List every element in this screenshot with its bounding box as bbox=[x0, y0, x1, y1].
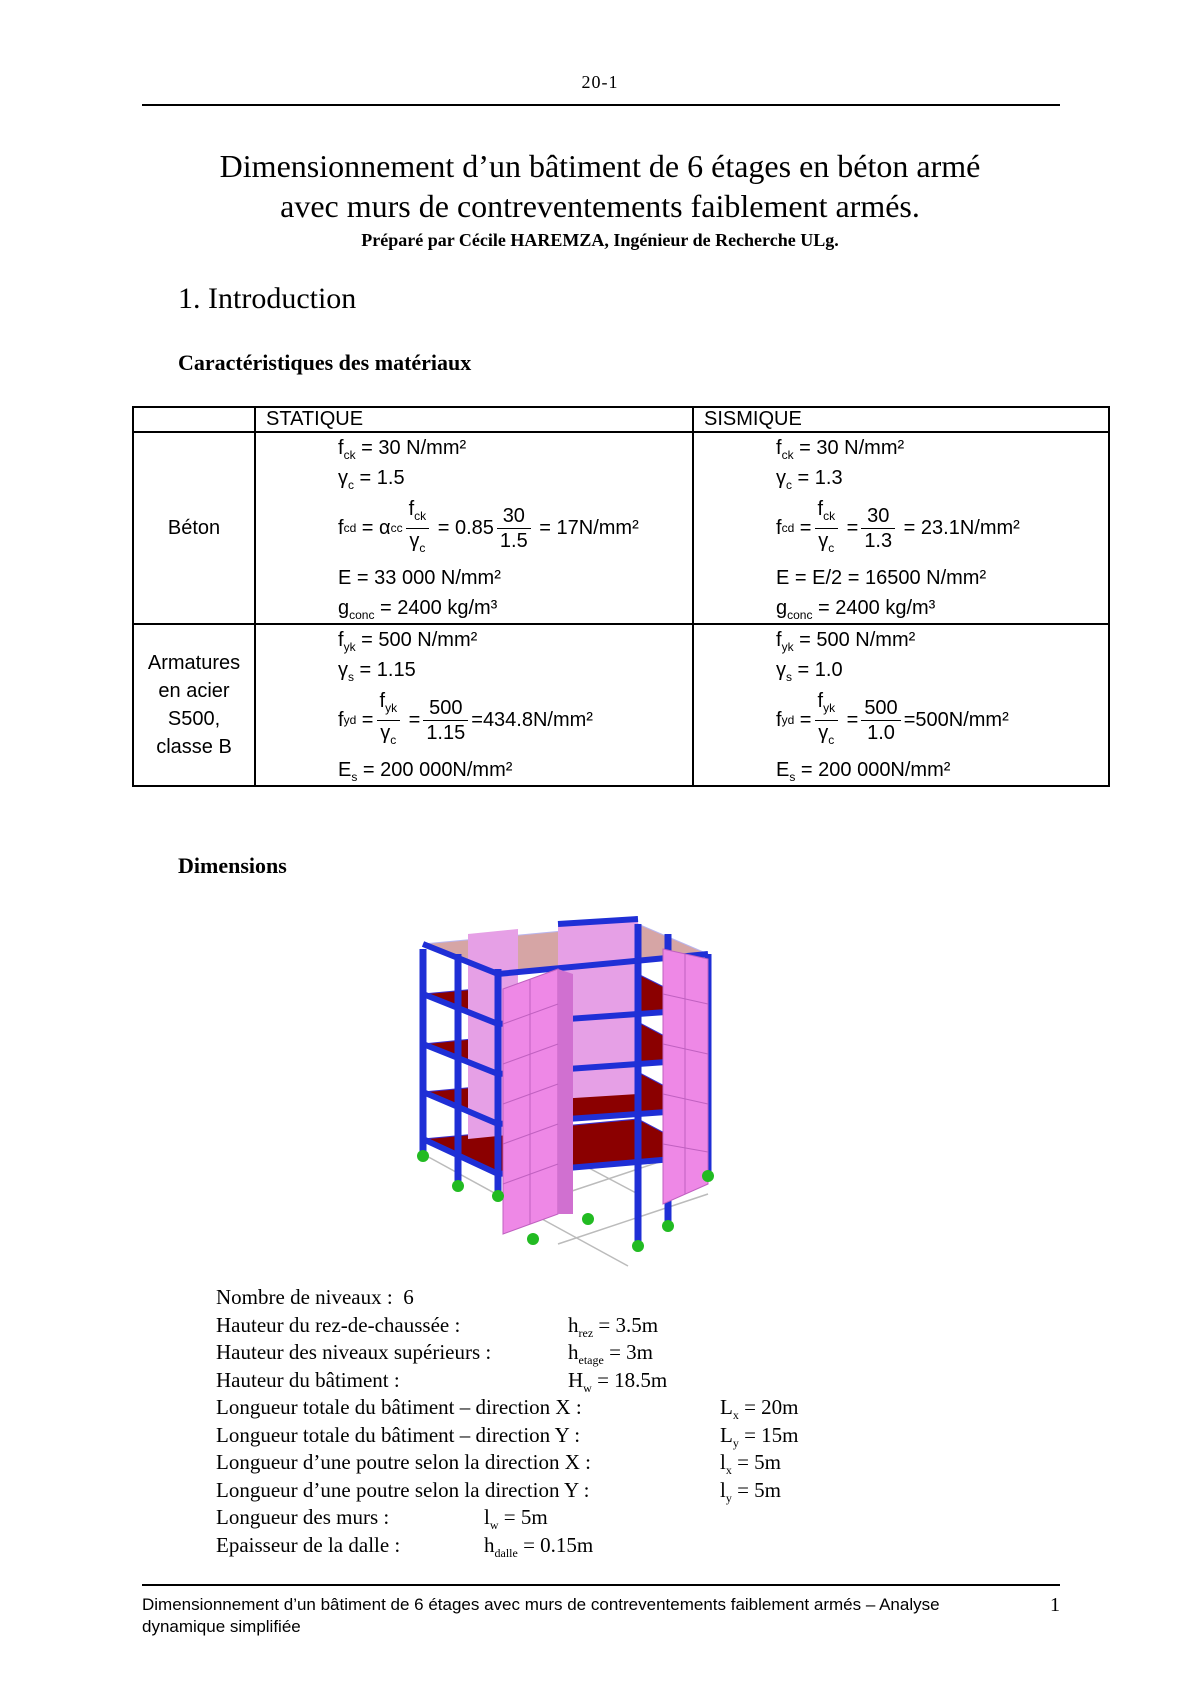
concrete-fcd-formula-seismic: f cd = $f_{ck}$ $\gamma_c$ = 30 1.3 = 23.1N/mm² bbox=[776, 497, 1020, 555]
table-row-steel bbox=[133, 624, 1109, 786]
concrete-static-cell bbox=[255, 432, 693, 624]
concrete-fck: $f_{ck} = 30$ N/mm² bbox=[338, 437, 467, 462]
column-header-seismic: SISMIQUE bbox=[693, 407, 1109, 432]
footer-rule bbox=[142, 1584, 1060, 1586]
concrete-density-seismic: $g_{conc} = 2400$ kg/m³ bbox=[776, 597, 936, 622]
document-title-line2: avec murs de contreventements faiblement armés. bbox=[280, 188, 920, 224]
concrete-fck-seismic: $f_{ck} = 30$ N/mm² bbox=[776, 437, 905, 462]
author-line: Préparé par Cécile HAREMZA, Ingénieur de Recherche ULg. bbox=[361, 230, 839, 250]
steel-Es-seismic: $E_s = 200$ 000N/mm² bbox=[776, 759, 951, 784]
concrete-E-seismic: E = E/2 = 16500 N/mm² bbox=[776, 567, 987, 589]
steel-fyd-formula-seismic: f yd = $f_{yk}$ $\gamma_c$ = 500 1.0 = 500N/mm² bbox=[776, 689, 1009, 747]
concrete-gamma-c-seismic: $\gamma_c = 1.3$ bbox=[776, 467, 843, 492]
dimensions-list bbox=[216, 1284, 799, 1560]
dimension-row: Nombre de niveaux : 6 bbox=[216, 1285, 414, 1309]
concrete-E: E = 33 000 N/mm² bbox=[338, 567, 501, 589]
dimension-row: Longueur des murs : $l_w = 5m$ bbox=[216, 1505, 548, 1533]
column-header-static: STATIQUE bbox=[255, 407, 693, 432]
steel-fyd-formula: f yd = $f_{yk}$ $\gamma_c$ = 500 1.15 = 434.8N/mm² bbox=[338, 689, 593, 747]
concrete-density: $g_{conc} = 2400$ kg/m³ bbox=[338, 597, 498, 622]
materials-heading: Caractéristiques des matériaux bbox=[178, 350, 472, 375]
steel-fyk: $f_{yk} = 500$ N/mm² bbox=[338, 629, 478, 654]
row-label-steel: Armatures en acier S500, classe B bbox=[133, 624, 255, 786]
steel-gamma-s-seismic: $\gamma_s = 1.0$ bbox=[776, 659, 843, 684]
dimension-row: Longueur totale du bâtiment – direction X : $L_x = 20m$ bbox=[216, 1395, 799, 1423]
dimension-row: Hauteur du bâtiment : $H_w = 18.5m$ bbox=[216, 1367, 668, 1395]
section-heading: 1. Introduction bbox=[178, 282, 357, 315]
dimension-row: Hauteur du rez-de-chaussée : $h_{rez} = 3.5m$ bbox=[216, 1312, 659, 1340]
materials-table bbox=[132, 406, 1110, 787]
steel-gamma-s: $\gamma_s = 1.15$ bbox=[338, 659, 416, 684]
building-3d-model-figure bbox=[408, 894, 768, 1274]
dimensions-heading: Dimensions bbox=[178, 853, 287, 878]
steel-seismic-cell bbox=[693, 624, 1109, 786]
dimension-row: Epaisseur de la dalle : $h_{dalle} = 0.15m$ bbox=[216, 1532, 594, 1560]
steel-fyk-seismic: $f_{yk} = 500$ N/mm² bbox=[776, 629, 916, 654]
front-wall-side bbox=[558, 969, 573, 1214]
table-corner-cell bbox=[133, 407, 255, 432]
header-rule bbox=[142, 104, 1060, 106]
dimension-row: Longueur totale du bâtiment – direction Y : $L_y = 15m$ bbox=[216, 1422, 799, 1450]
concrete-gamma-c: $\gamma_c = 1.5$ bbox=[338, 467, 405, 492]
concrete-seismic-cell bbox=[693, 432, 1109, 624]
dimension-row: Longueur d’une poutre selon la direction Y : $l_y = 5m$ bbox=[216, 1477, 782, 1505]
steel-static-cell bbox=[255, 624, 693, 786]
dimension-row: Longueur d’une poutre selon la direction X : $l_x = 5m$ bbox=[216, 1450, 782, 1478]
concrete-fcd-formula: f cd = α cc $f_{ck}$ $\gamma_c$ = 0.85 30 1.5 = 17N/mm² bbox=[338, 497, 639, 555]
page-reference: 20-1 bbox=[581, 72, 619, 92]
table-row-concrete bbox=[133, 432, 1109, 624]
page-number: 1 bbox=[1050, 1594, 1060, 1616]
row-label-concrete: Béton bbox=[133, 432, 255, 624]
footer-text: Dimensionnement d’un bâtiment de 6 étages avec murs de contreventements faiblement armés – Analyse dynamique simplifiée bbox=[142, 1595, 940, 1636]
steel-Es: $E_s = 200$ 000N/mm² bbox=[338, 759, 513, 784]
document-title-line1: Dimensionnement d’un bâtiment de 6 étages en béton armé bbox=[219, 148, 981, 184]
dimension-row: Hauteur des niveaux supérieurs : $h_{etage} = 3m$ bbox=[216, 1340, 653, 1368]
table-header-row bbox=[133, 407, 1109, 432]
